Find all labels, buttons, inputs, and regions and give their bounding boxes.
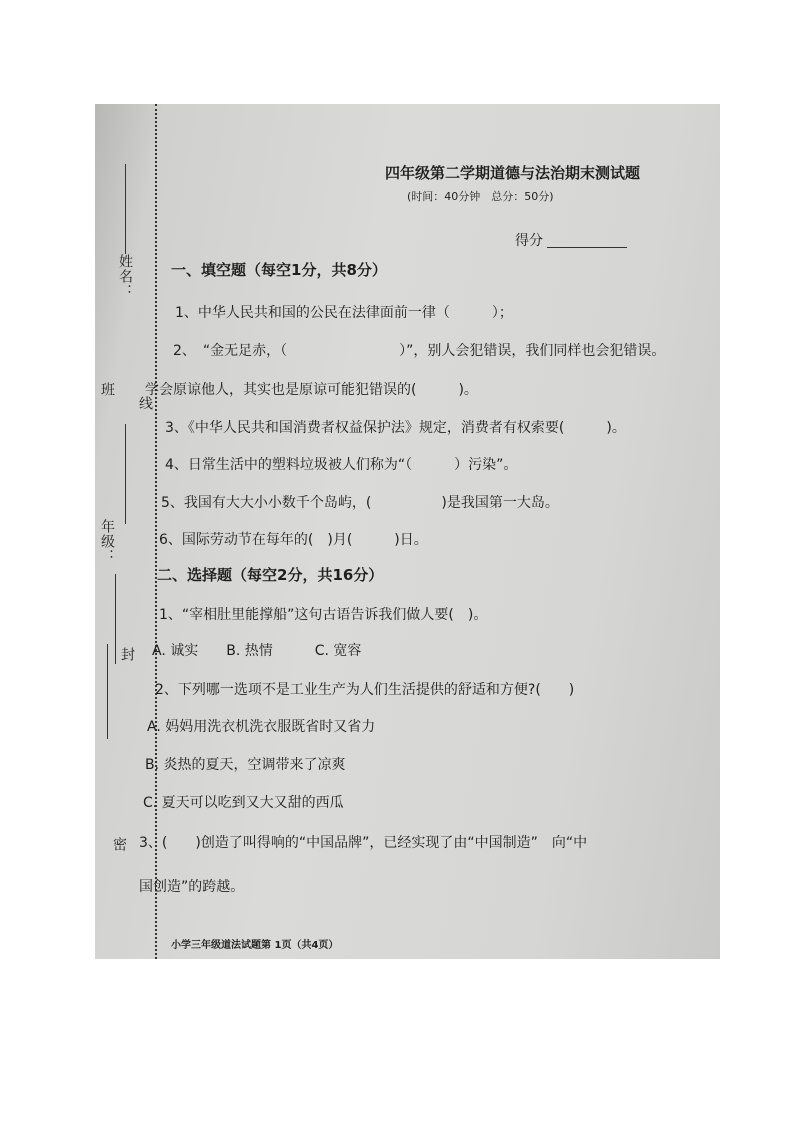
name-blank-line: [125, 164, 126, 254]
grade-blank-line: [115, 574, 116, 664]
name-label: 姓名：: [117, 254, 133, 299]
s2-question-2-option-c: C. 夏天可以吃到又大又甜的西瓜: [143, 795, 344, 811]
s1-question-2a: 2、 “金无足赤，（ ）”，别人会犯错误，我们同样也会犯错误。: [173, 343, 666, 359]
section2-heading: 二、选择题（每空2分，共16分）: [157, 566, 384, 584]
page-footer: 小学三年级道法试题第 1页（共4页）: [171, 940, 339, 951]
s2-question-2-option-b: B. 炎热的夏天，空调带来了凉爽: [145, 757, 346, 773]
s2-question-3a: 3、( )创造了叫得响的“中国品牌”，已经实现了由“中国制造” 向“中: [139, 835, 588, 851]
s2-question-1: 1、“宰相肚里能撑船”这句古语告诉我们做人要( )。: [159, 607, 488, 623]
s2-question-2-option-a: A. 妈妈用洗衣机洗衣服既省时又省力: [147, 719, 376, 735]
score-blank: [547, 247, 627, 248]
grade-label: 年级：: [99, 519, 115, 564]
s2-question-2: 2、下列哪一选项不是工业生产为人们生活提供的舒适和方便?( ): [155, 682, 575, 698]
s1-question-1: 1、中华人民共和国的公民在法律面前一律（ ）；: [175, 305, 513, 321]
seal-label: 封: [119, 647, 135, 662]
binding-margin: [95, 104, 157, 959]
s1-question-4: 4、日常生活中的塑料垃圾被人们称为“（ ）污染”。: [165, 457, 518, 473]
s1-question-2b: 学会原谅他人，其实也是原谅可能犯错误的( )。: [145, 382, 478, 398]
exam-title: 四年级第二学期道德与法治期末测试题: [385, 164, 641, 182]
s2-question-1-options: A. 诚实 B. 热情 C. 宽容: [152, 643, 362, 659]
line-label: 线: [137, 396, 153, 411]
dense-label: 密: [111, 837, 127, 852]
class-label: 班: [99, 382, 115, 397]
section1-heading: 一、填空题（每空1分，共8分）: [171, 261, 387, 279]
margin-rule: [107, 644, 108, 739]
exam-subtitle: (时间：40分钟 总分：50分): [407, 190, 554, 203]
s1-question-5: 5、我国有大大小小数千个岛屿，( )是我国第一大岛。: [161, 495, 559, 511]
s1-question-3: 3、《中华人民共和国消费者权益保护法》规定，消费者有权索要( )。: [165, 420, 626, 436]
class-blank-line: [125, 424, 126, 524]
s2-question-3b: 国创造”的跨越。: [139, 879, 245, 895]
score-label: 得分: [515, 233, 543, 249]
cut-line: [155, 104, 157, 959]
exam-sheet: [95, 104, 720, 959]
s1-question-6: 6、国际劳动节在每年的( )月( )日。: [159, 532, 428, 548]
